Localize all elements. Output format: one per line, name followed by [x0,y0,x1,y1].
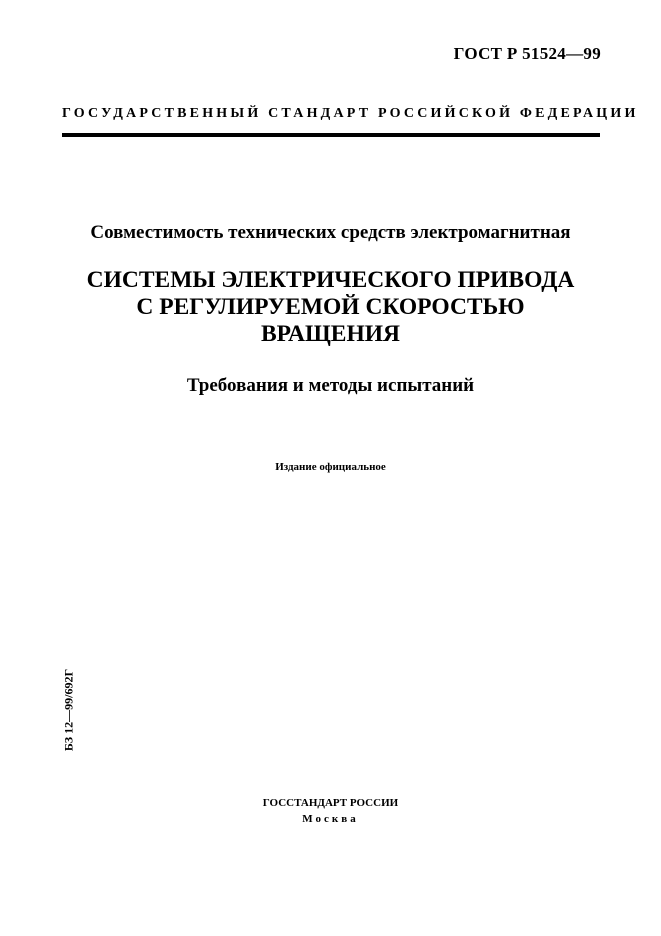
edition-note: Издание официальное [275,461,386,473]
publisher: ГОССТАНДАРТ РОССИИ [262,797,399,809]
main-title [0,267,661,348]
document-code: ГОСТ Р 51524—99 [453,44,601,63]
main-title-line-2: С РЕГУЛИРУЕМОЙ СКОРОСТЬЮ [136,294,525,320]
subtitle: Требования и методы испытаний [186,375,475,396]
subject-title: Совместимость технических средств электромагнитная [90,222,571,243]
side-catalog-code: БЗ 12—99/692Г [61,668,76,752]
state-standard-heading: ГОСУДАРСТВЕННЫЙ СТАНДАРТ РОССИЙСКОЙ ФЕДЕРАЦИИ [62,106,639,121]
city: Москва [302,813,359,825]
main-title-line-3: ВРАЩЕНИЯ [260,321,400,347]
main-title-line-1: СИСТЕМЫ ЭЛЕКТРИЧЕСКОГО ПРИВОДА [86,267,575,293]
header-divider [62,133,600,137]
